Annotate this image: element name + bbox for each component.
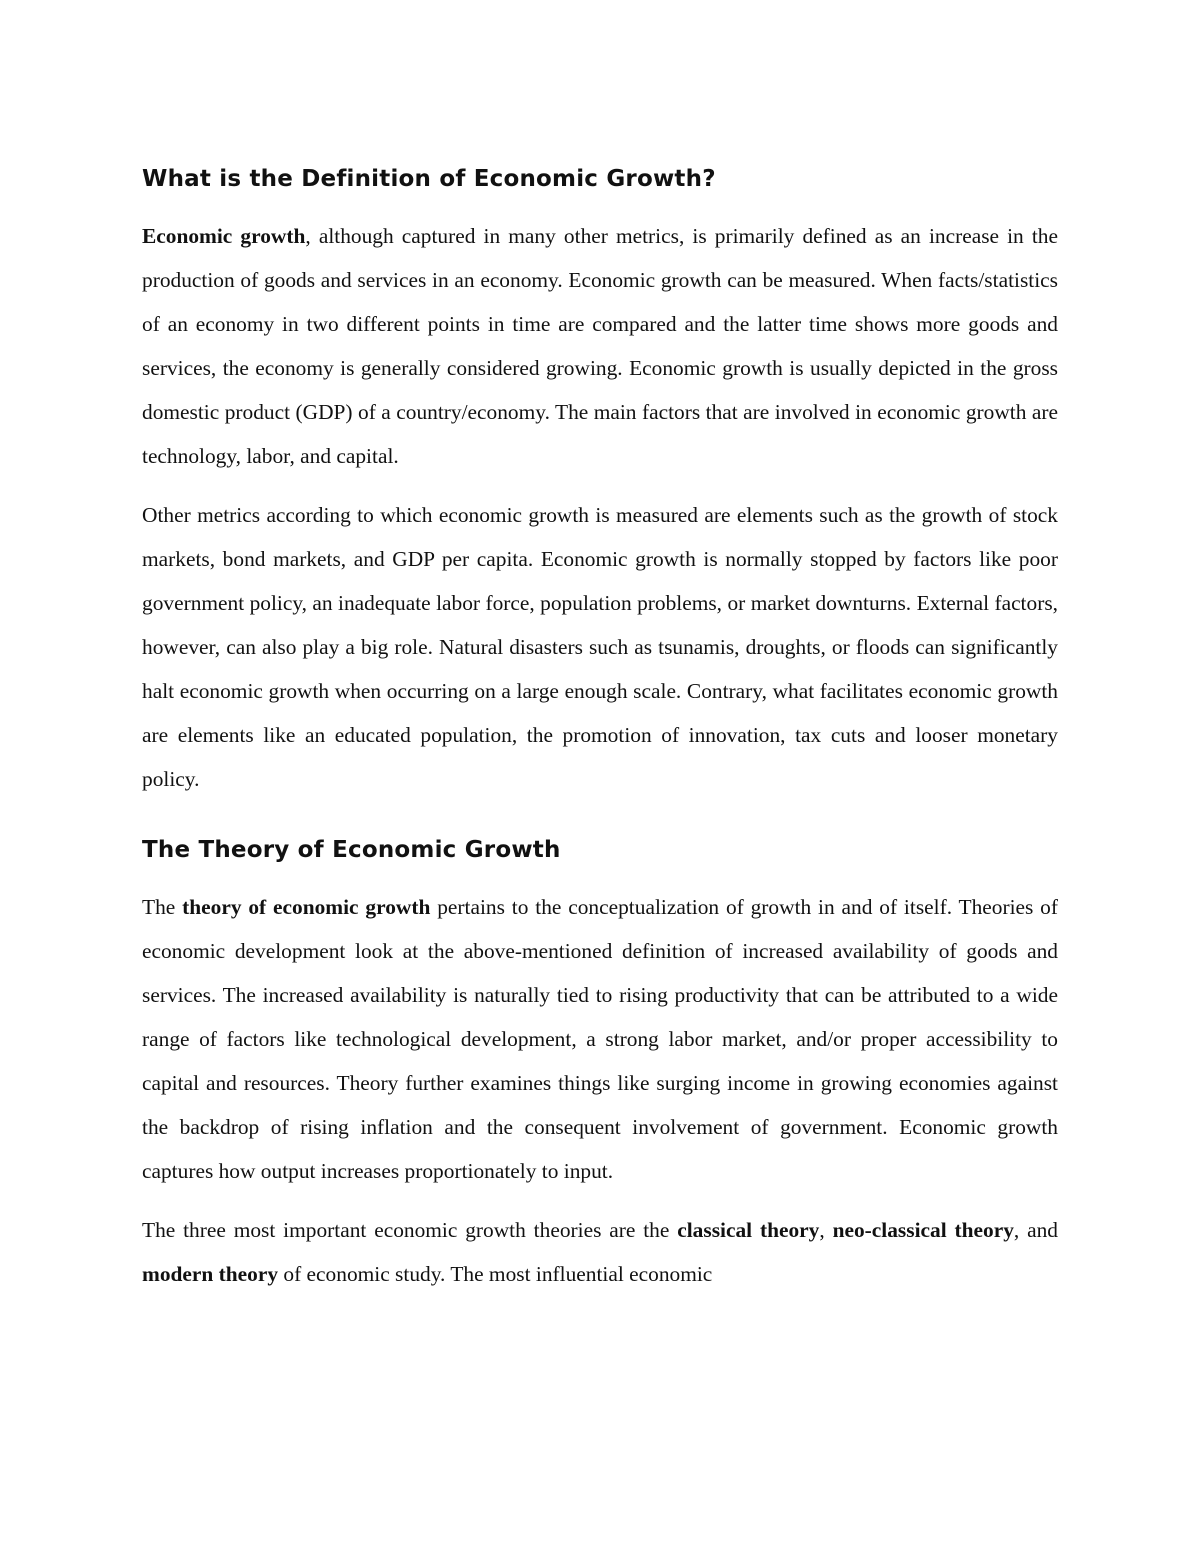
section-heading-definition: What is the Definition of Economic Growth?: [142, 166, 716, 192]
paragraph-text: of economic study. The most influential economic: [278, 1262, 713, 1286]
paragraph-text: ,: [819, 1218, 833, 1242]
document-body: [142, 166, 1058, 1296]
paragraph-text: The three most important economic growth theories are the: [142, 1218, 678, 1242]
paragraph-theory-2: [142, 1208, 1058, 1296]
paragraph-definition-1: [142, 214, 1058, 478]
paragraph-text: , although captured in many other metrics, is primarily defined as an increase in the production of goods and services in an economy. Economic growth can be measured. When facts/statistics of an economy in two different points in time are compared and the latter time shows more goods and services, the economy is generally considered growing. Economic growth is usually depicted in the gross domestic product (GDP) of a country/economy. The main factors that are involved in economic growth are technology, labor, and capital.: [142, 224, 1058, 468]
bold-term-theory-of-economic-growth: theory of economic growth: [182, 895, 431, 919]
section-heading-theory: The Theory of Economic Growth: [142, 837, 561, 863]
paragraph-text: , and: [1013, 1218, 1058, 1242]
paragraph-theory-1: [142, 885, 1058, 1193]
paragraph-definition-2: Other metrics according to which economic growth is measured are elements such as the growth of stock markets, bond markets, and GDP per capita. Economic growth is normally stopped by factors like poor government policy, an inadequate labor force, population problems, or market downturns. External factors, however, can also play a big role. Natural disasters such as tsunamis, droughts, or floods can significantly halt economic growth when occurring on a large enough scale. Contrary, what facilitates economic growth are elements like an educated population, the promotion of innovation, tax cuts and looser monetary policy.: [142, 503, 1058, 791]
bold-term-economic-growth: Economic growth: [142, 224, 306, 248]
bold-term-classical-theory: classical theory: [677, 1218, 820, 1242]
paragraph-text: pertains to the conceptualization of growth in and of itself. Theories of economic development look at the above-mentioned definition of increased availability of goods and services. The increased availability is naturally tied to rising productivity that can be attributed to a wide range of factors like technological development, a strong labor market, and/or proper accessibility to capital and resources. Theory further examines things like surging income in growing economies against the backdrop of rising inflation and the consequent involvement of government. Economic growth captures how output increases proportionately to input.: [142, 895, 1059, 1183]
bold-term-modern-theory: modern theory: [142, 1262, 279, 1286]
bold-term-neo-classical-theory: neo-classical theory: [832, 1218, 1014, 1242]
paragraph-text: The: [142, 895, 183, 919]
